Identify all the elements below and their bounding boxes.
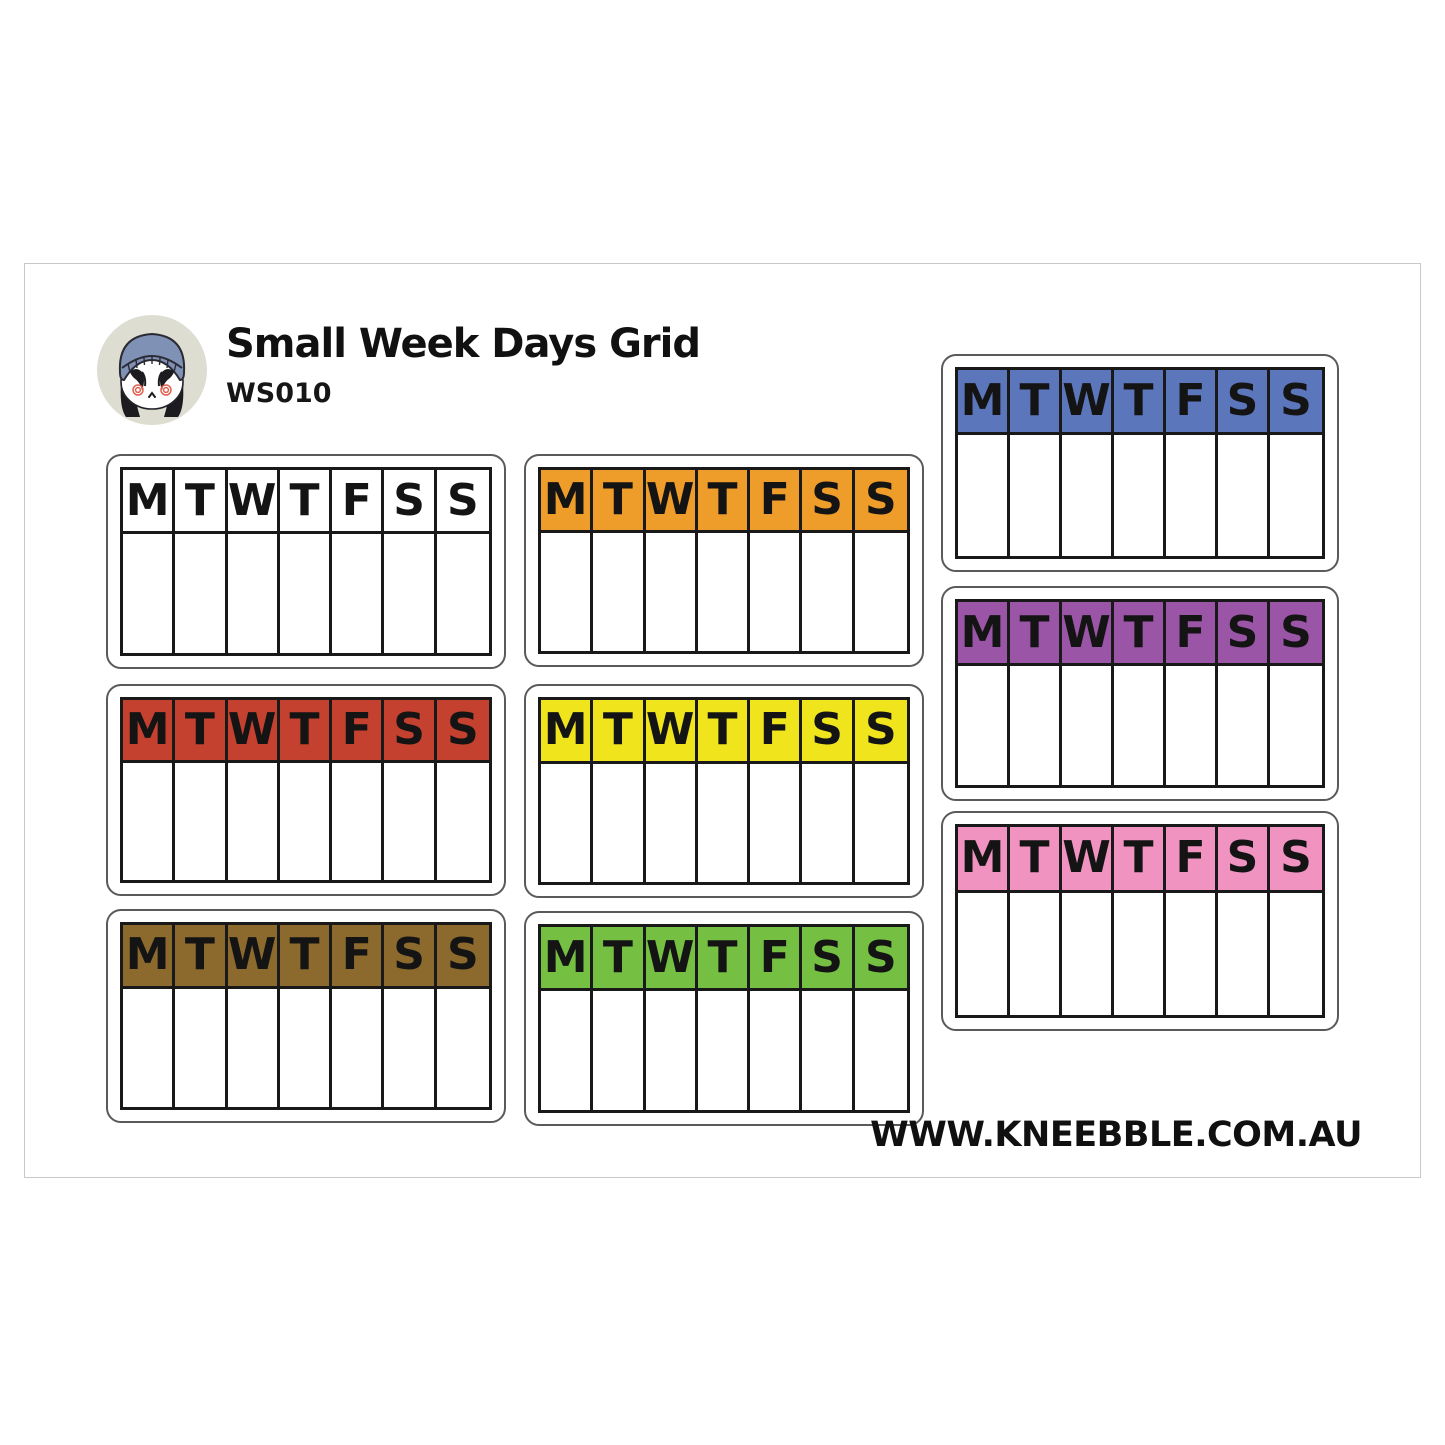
day-column-cell (1270, 435, 1322, 556)
weekday-letter: W (227, 929, 277, 981)
day-column-cell (750, 764, 802, 882)
weekday-letter: S (1226, 832, 1259, 884)
weekday-grid-sticker-purple (941, 586, 1339, 801)
weekday-header-cell (646, 470, 698, 533)
day-column-cell (175, 534, 227, 653)
day-column-cell (437, 763, 489, 880)
weekday-header-cell (1166, 827, 1218, 893)
weekday-header-cell (541, 700, 593, 764)
weekday-header-cell (1062, 602, 1114, 666)
weekday-grid-sticker-orange (524, 454, 924, 667)
weekday-letter: T (1019, 832, 1050, 884)
weekday-letter: T (184, 704, 215, 755)
weekday-header-cell (175, 470, 227, 534)
weekday-header-cell (175, 925, 227, 989)
weekday-letter: W (1062, 832, 1111, 884)
day-column-cell (1010, 893, 1062, 1015)
day-column-cell (541, 991, 593, 1110)
weekday-letter: T (707, 931, 738, 983)
weekday-header-cell (855, 470, 907, 533)
day-column-cell (646, 533, 698, 651)
weekday-header-cell (1270, 370, 1322, 435)
weekday-letter: T (184, 929, 215, 981)
weekday-header-cell (855, 927, 907, 991)
weekday-header-cell (280, 700, 332, 763)
weekday-letter: M (543, 704, 588, 756)
weekday-header-cell (1114, 370, 1166, 435)
weekday-letter: S (1226, 606, 1259, 658)
weekday-header-cell (593, 700, 645, 764)
day-column-cell (698, 533, 750, 651)
day-column-cell (1062, 666, 1114, 785)
weekday-letter: T (602, 474, 633, 526)
product-code: WS010 (226, 378, 332, 409)
weekday-letter: F (759, 474, 790, 526)
day-column-cell (698, 764, 750, 882)
day-column-cell (384, 989, 436, 1107)
weekday-header-cell (123, 700, 175, 763)
weekday-header-cell (1062, 370, 1114, 435)
weekday-letter: M (125, 704, 170, 755)
day-column-cell (123, 763, 175, 880)
day-column-cell (280, 989, 332, 1107)
weekday-header-cell (1166, 370, 1218, 435)
weekday-grid-table (120, 697, 492, 883)
day-column-cell (1114, 435, 1166, 556)
weekday-letter: S (864, 474, 897, 526)
weekday-letter: W (645, 931, 695, 983)
weekday-header-cell (123, 470, 175, 534)
weekday-header-cell (1114, 827, 1166, 893)
weekday-letter: T (1019, 606, 1050, 658)
weekday-grid-sticker-brown (106, 909, 506, 1123)
weekday-header-cell (541, 927, 593, 991)
weekday-header-cell (541, 470, 593, 533)
weekday-header-cell (593, 927, 645, 991)
weekday-letter: S (811, 704, 843, 756)
weekday-letter: F (1175, 375, 1206, 427)
weekday-header-cell (384, 470, 436, 534)
day-column-cell (1270, 666, 1322, 785)
day-column-cell (1010, 435, 1062, 556)
day-column-cell (384, 763, 436, 880)
day-column-cell (855, 991, 907, 1110)
weekday-header-cell (958, 827, 1010, 893)
day-column-cell (1218, 893, 1270, 1015)
weekday-letter: T (289, 929, 320, 981)
day-column-cell (1218, 666, 1270, 785)
day-column-cell (593, 991, 645, 1110)
day-column-cell (1062, 435, 1114, 556)
weekday-letter: M (960, 832, 1005, 884)
title-block (226, 322, 700, 409)
weekday-grid-table (955, 367, 1325, 559)
weekday-grid-table (955, 824, 1325, 1018)
weekday-header-cell (802, 700, 854, 764)
weekday-letter: M (125, 474, 170, 526)
weekday-header-cell (437, 700, 489, 763)
weekday-header-cell (958, 602, 1010, 666)
weekday-letter: S (446, 929, 479, 981)
weekday-header-cell (1010, 370, 1062, 435)
day-column-cell (855, 533, 907, 651)
weekday-letter: S (1280, 832, 1312, 884)
weekday-grid-sticker-yellow (524, 684, 924, 898)
day-column-cell (802, 533, 854, 651)
weekday-header-cell (646, 700, 698, 764)
day-column-cell (332, 989, 384, 1107)
day-column-cell (750, 991, 802, 1110)
day-column-cell (1114, 666, 1166, 785)
day-column-cell (1166, 893, 1218, 1015)
weekday-letter: T (1019, 375, 1050, 427)
weekday-letter: S (393, 929, 425, 981)
day-column-cell (593, 533, 645, 651)
weekday-letter: T (289, 474, 320, 526)
weekday-letter: S (393, 704, 425, 755)
weekday-letter: S (864, 931, 897, 983)
weekday-letter: F (341, 929, 372, 981)
weekday-letter: M (960, 375, 1005, 427)
weekday-header-cell (750, 470, 802, 533)
weekday-header-cell (332, 925, 384, 989)
day-column-cell (958, 435, 1010, 556)
weekday-header-cell (280, 925, 332, 989)
day-column-cell (646, 991, 698, 1110)
weekday-header-cell (1166, 602, 1218, 666)
weekday-header-cell (437, 925, 489, 989)
day-column-cell (123, 534, 175, 653)
day-column-cell (958, 666, 1010, 785)
day-column-cell (123, 989, 175, 1107)
weekday-letter: F (1175, 832, 1206, 884)
weekday-letter: M (543, 474, 588, 526)
weekday-header-cell (332, 700, 384, 763)
day-column-cell (1218, 435, 1270, 556)
page-title: Small Week Days Grid (226, 321, 700, 367)
day-column-cell (1166, 666, 1218, 785)
weekday-letter: T (1123, 375, 1154, 427)
day-column-cell (228, 989, 280, 1107)
weekday-header-cell (802, 470, 854, 533)
weekday-letter: T (289, 704, 320, 755)
weekday-grid-table (955, 599, 1325, 788)
weekday-header-cell (958, 370, 1010, 435)
day-column-cell (541, 533, 593, 651)
weekday-header-cell (228, 700, 280, 763)
weekday-letter: S (1226, 375, 1259, 427)
weekday-grid-sticker-pink (941, 811, 1339, 1031)
weekday-header-cell (1218, 602, 1270, 666)
weekday-header-cell (1270, 827, 1322, 893)
website-url: WWW.KNEEBBLE.COM.AU (870, 1115, 1362, 1155)
weekday-grid-table (538, 924, 910, 1113)
weekday-letter: W (227, 474, 277, 526)
weekday-header-cell (698, 470, 750, 533)
weekday-letter: T (602, 931, 633, 983)
day-column-cell (280, 534, 332, 653)
day-column-cell (332, 534, 384, 653)
day-column-cell (1010, 666, 1062, 785)
day-column-cell (802, 764, 854, 882)
weekday-grid-sticker-green (524, 911, 924, 1126)
weekday-header-cell (437, 470, 489, 534)
kneebble-avatar-icon (96, 314, 208, 426)
weekday-letter: F (1175, 606, 1206, 658)
day-column-cell (384, 534, 436, 653)
weekday-header-cell (1218, 827, 1270, 893)
weekday-header-cell (1114, 602, 1166, 666)
weekday-letter: W (645, 474, 695, 526)
day-column-cell (175, 763, 227, 880)
day-column-cell (646, 764, 698, 882)
weekday-grid-sticker-red (106, 684, 506, 896)
weekday-letter: F (759, 704, 790, 756)
weekday-header-cell (855, 700, 907, 764)
day-column-cell (1062, 893, 1114, 1015)
weekday-letter: F (341, 474, 372, 526)
weekday-letter: S (446, 474, 479, 526)
day-column-cell (1270, 893, 1322, 1015)
weekday-header-cell (228, 925, 280, 989)
weekday-letter: F (759, 931, 790, 983)
weekday-letter: M (125, 929, 170, 981)
weekday-header-cell (750, 927, 802, 991)
weekday-letter: T (1123, 606, 1154, 658)
day-column-cell (1114, 893, 1166, 1015)
weekday-letter: S (1280, 606, 1312, 658)
day-column-cell (332, 763, 384, 880)
weekday-letter: S (864, 704, 897, 756)
weekday-header-cell (750, 700, 802, 764)
weekday-grid-table (120, 467, 492, 656)
weekday-header-cell (175, 700, 227, 763)
weekday-letter: S (1280, 375, 1312, 427)
weekday-header-cell (646, 927, 698, 991)
weekday-letter: W (1062, 606, 1111, 658)
day-column-cell (1166, 435, 1218, 556)
weekday-grid-table (120, 922, 492, 1110)
day-column-cell (698, 991, 750, 1110)
weekday-letter: W (227, 704, 277, 755)
weekday-header-cell (802, 927, 854, 991)
day-column-cell (541, 764, 593, 882)
weekday-header-cell (1062, 827, 1114, 893)
weekday-header-cell (698, 700, 750, 764)
weekday-header-cell (384, 700, 436, 763)
weekday-letter: S (446, 704, 479, 755)
weekday-header-cell (123, 925, 175, 989)
day-column-cell (437, 989, 489, 1107)
weekday-letter: F (341, 704, 372, 755)
weekday-letter: W (645, 704, 695, 756)
day-column-cell (437, 534, 489, 653)
weekday-header-cell (280, 470, 332, 534)
weekday-grid-sticker-white (106, 454, 506, 669)
weekday-letter: M (543, 931, 588, 983)
day-column-cell (958, 893, 1010, 1015)
weekday-header-cell (1010, 827, 1062, 893)
day-column-cell (280, 763, 332, 880)
weekday-header-cell (228, 470, 280, 534)
weekday-letter: T (707, 474, 738, 526)
weekday-header-cell (1010, 602, 1062, 666)
weekday-header-cell (593, 470, 645, 533)
weekday-letter: T (707, 704, 738, 756)
weekday-letter: T (602, 704, 633, 756)
day-column-cell (750, 533, 802, 651)
day-column-cell (593, 764, 645, 882)
day-column-cell (228, 534, 280, 653)
weekday-header-cell (1270, 602, 1322, 666)
weekday-grid-table (538, 467, 910, 654)
weekday-letter: S (393, 474, 425, 526)
sticker-sheet (24, 263, 1421, 1178)
day-column-cell (175, 989, 227, 1107)
weekday-letter: S (811, 474, 843, 526)
weekday-header-cell (384, 925, 436, 989)
weekday-letter: M (960, 606, 1005, 658)
day-column-cell (855, 764, 907, 882)
weekday-letter: T (184, 474, 215, 526)
weekday-grid-table (538, 697, 910, 885)
day-column-cell (802, 991, 854, 1110)
weekday-header-cell (332, 470, 384, 534)
day-column-cell (228, 763, 280, 880)
weekday-letter: S (811, 931, 843, 983)
weekday-grid-sticker-blue (941, 354, 1339, 572)
weekday-letter: W (1062, 375, 1111, 427)
weekday-header-cell (698, 927, 750, 991)
weekday-letter: T (1123, 832, 1154, 884)
weekday-header-cell (1218, 370, 1270, 435)
